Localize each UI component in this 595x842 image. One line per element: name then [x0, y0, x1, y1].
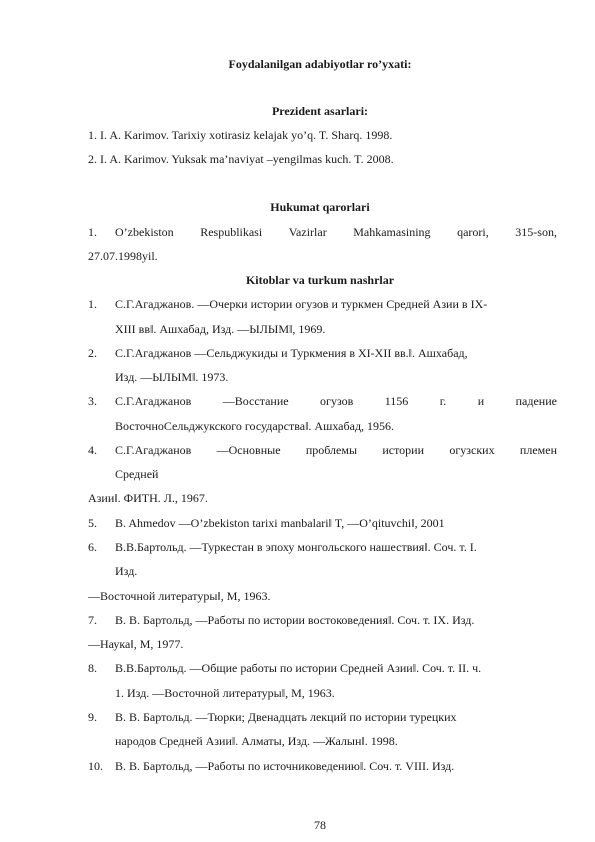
president-item-2: 2. I. A. Karimov. Yuksak ma’naviyat –yengilmas kuch. T. 2008.: [88, 152, 394, 166]
book-word: племен: [519, 443, 557, 457]
book-number: 5.: [88, 516, 97, 530]
government-word: qarori,: [457, 225, 489, 239]
president-heading: Prezident asarlari:: [271, 104, 369, 118]
government-item-cont: 27.07.1998yil.: [88, 249, 158, 263]
government-word: O’zbekiston: [115, 225, 174, 239]
book-number: 4.: [88, 443, 97, 457]
book-line: [115, 394, 557, 408]
government-heading: Hukumat qarorlari: [270, 200, 370, 214]
book-line: Средней: [115, 467, 159, 481]
book-word: огузов: [320, 394, 354, 408]
book-line: B. Ahmedov ―O’zbekiston tarixi manbalari‖ T, ―O’qituvchi‖, 2001: [115, 516, 445, 530]
book-line: 1. Изд. ―Восточной литературы‖, М, 1963.: [115, 686, 335, 700]
book-number: 1.: [88, 297, 97, 311]
government-item-line: [115, 225, 557, 239]
government-word: Vazirlar: [288, 225, 327, 239]
book-number: 8.: [88, 661, 97, 675]
book-line: С.Г.Агаджанов ―Сельджукиды и Туркмения в XI-XII вв.‖. Ашхабад,: [115, 346, 468, 360]
book-word: ―Восстание: [222, 394, 289, 408]
book-number: 10.: [88, 759, 103, 773]
book-line: ВосточноСельджукского государства‖. Ашхабад, 1956.: [115, 419, 395, 433]
book-word: и: [477, 394, 485, 408]
government-word: Respublikasi: [200, 225, 263, 239]
book-line: Изд. ―ЫЛЫМ‖. 1973.: [115, 370, 229, 384]
book-number: 9.: [88, 710, 97, 724]
book-word: С.Г.Агаджанов: [115, 394, 192, 408]
book-number: 3.: [88, 394, 97, 408]
book-word: ―Основные: [216, 443, 281, 457]
government-word: Mahkamasining: [353, 225, 431, 239]
book-line: Азии‖. ФИТН. Л., 1967.: [88, 491, 208, 505]
book-line: В. В. Бартольд. ―Тюрки; Двенадцать лекций по истории турецких: [115, 710, 457, 724]
book-line: В. В. Бартольд, ―Работы по источниковедению‖. Соч. т. VIII. Изд.: [115, 759, 455, 773]
book-word: 1156: [384, 394, 409, 408]
book-line: народов Средней Азии‖. Алматы, Изд. ―Жалын‖. 1998.: [115, 734, 398, 748]
book-line: В.В.Бартольд. ―Туркестан в эпоху монгольского нашествия‖. Соч. т. I.: [115, 540, 477, 554]
book-word: г.: [439, 394, 447, 408]
page-number: 78: [314, 818, 326, 832]
book-line: [115, 443, 557, 457]
book-word: С.Г.Агаджанов: [115, 443, 192, 457]
book-word: падение: [515, 394, 557, 408]
book-line: ―Восточной литературы‖, М, 1963.: [88, 589, 271, 603]
book-line: Изд.: [115, 564, 138, 578]
book-line: XIII вв‖. Ашхабад, Изд. ―ЫЛЫМ‖, 1969.: [115, 322, 326, 336]
book-line: В.В.Бартольд. ―Общие работы по истории Средней Азии‖. Соч. т. II. ч.: [115, 661, 482, 675]
book-word: истории: [382, 443, 425, 457]
president-item-1: 1. I. A. Karimov. Tarixiy xotirasiz kelajak yo’q. T. Sharq. 1998.: [88, 128, 393, 142]
government-item-number: 1.: [88, 225, 97, 239]
book-line: ―Наука‖, М, 1977.: [88, 637, 184, 651]
book-word: огузских: [449, 443, 495, 457]
government-word: 315-son,: [515, 225, 557, 239]
page-title: Foydalanilgan adabiyotlar ro’yxati:: [228, 57, 412, 71]
book-line: С.Г.Агаджанов. ―Очерки истории огузов и туркмен Средней Азии в IX-: [115, 297, 488, 311]
book-line: В. В. Бартольд, ―Работы по истории востоковедения‖. Соч. т. IX. Изд.: [115, 613, 475, 627]
books-heading: Kitoblar va turkum nashrlar: [245, 273, 395, 287]
book-number: 6.: [88, 540, 97, 554]
book-number: 2.: [88, 346, 97, 360]
book-word: проблемы: [305, 443, 358, 457]
book-number: 7.: [88, 613, 97, 627]
